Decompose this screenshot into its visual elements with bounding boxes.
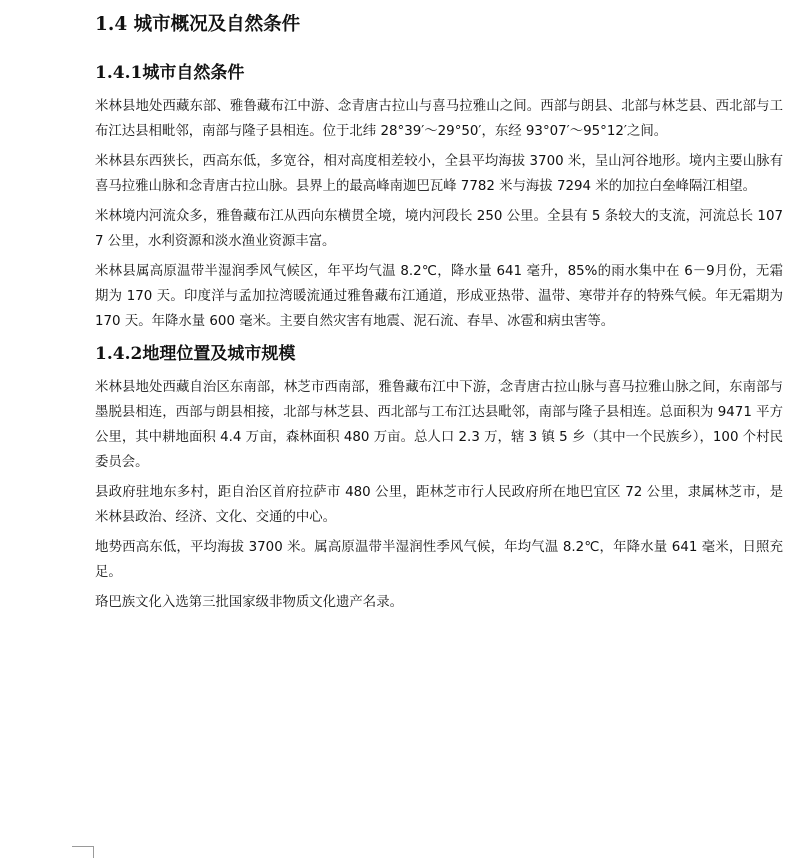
paragraph-rivers: 米林境内河流众多，雅鲁藏布江从西向东横贯全境，境内河段长 250 公里。全县有 5 条较大的支流，河流总长 1077 公里，水利资源和淡水渔业资源丰富。 xyxy=(95,209,783,249)
document-body xyxy=(95,10,783,620)
paragraph-climate: 米林县属高原温带半湿润季风气候区，年平均气温 8.2℃，降水量 641 毫升，85%的雨水集中在 6－9月份，无霜期为 170 天。印度洋与孟加拉湾暖流通过雅鲁藏布江通道，形成亚热带、温带、寒带并存的特殊气候。年无霜期为 170 天。年降水量 600 毫米。主要自然灾害有地震、泥石流、春旱、冰雹和病虫害等。 xyxy=(95,264,783,329)
paragraph-government-seat: 县政府驻地东多村，距自治区首府拉萨市 480 公里，距林芝市行人民政府所在地巴宜区 72 公里，隶属林芝市，是米林县政治、经济、文化、交通的中心。 xyxy=(95,485,783,525)
page-corner-mark xyxy=(72,846,94,858)
paragraph-terrain: 米林县东西狭长，西高东低，多宽谷，相对高度相差较小，全县平均海拔 3700 米，呈山河谷地形。境内主要山脉有喜马拉雅山脉和念青唐古拉山脉。县界上的最高峰南迦巴瓦峰 7782 米与海拔 7294 米的加拉白垒峰隔江相望。 xyxy=(95,154,783,194)
section-heading: 1.4 城市概况及自然条件 xyxy=(95,14,301,35)
paragraph-location: 米林县地处西藏东部、雅鲁藏布江中游、念青唐古拉山与喜马拉雅山之间。西部与朗县、北部与林芝县、西北部与工布江达县相毗邻，南部与隆子县相连。位于北纬 28°39′～29°50′，东经 93°07′～95°12′之间。 xyxy=(95,99,783,139)
subsection-heading-natural-conditions: 1.4.1城市自然条件 xyxy=(95,63,245,83)
subsection-heading-geography-scale: 1.4.2地理位置及城市规模 xyxy=(95,344,296,364)
paragraph-elevation-climate: 地势西高东低，平均海拔 3700 米。属高原温带半湿润性季风气候，年均气温 8.2℃，年降水量 641 毫米，日照充足。 xyxy=(95,540,783,580)
paragraph-geography: 米林县地处西藏自治区东南部，林芝市西南部，雅鲁藏布江中下游，念青唐古拉山脉与喜马拉雅山脉之间，东南部与墨脱县相连，西部与朗县相接，北部与林芝县、西北部与工布江达县毗邻，南部与隆子县相连。总面积为 9471 平方公里，其中耕地面积 4.4 万亩，森林面积 480 万亩。总人口 2.3 万，辖 3 镇 5 乡（其中一个民族乡），100 个村民委员会。 xyxy=(95,380,783,470)
paragraph-culture-heritage: 珞巴族文化入选第三批国家级非物质文化遗产名录。 xyxy=(95,595,403,610)
